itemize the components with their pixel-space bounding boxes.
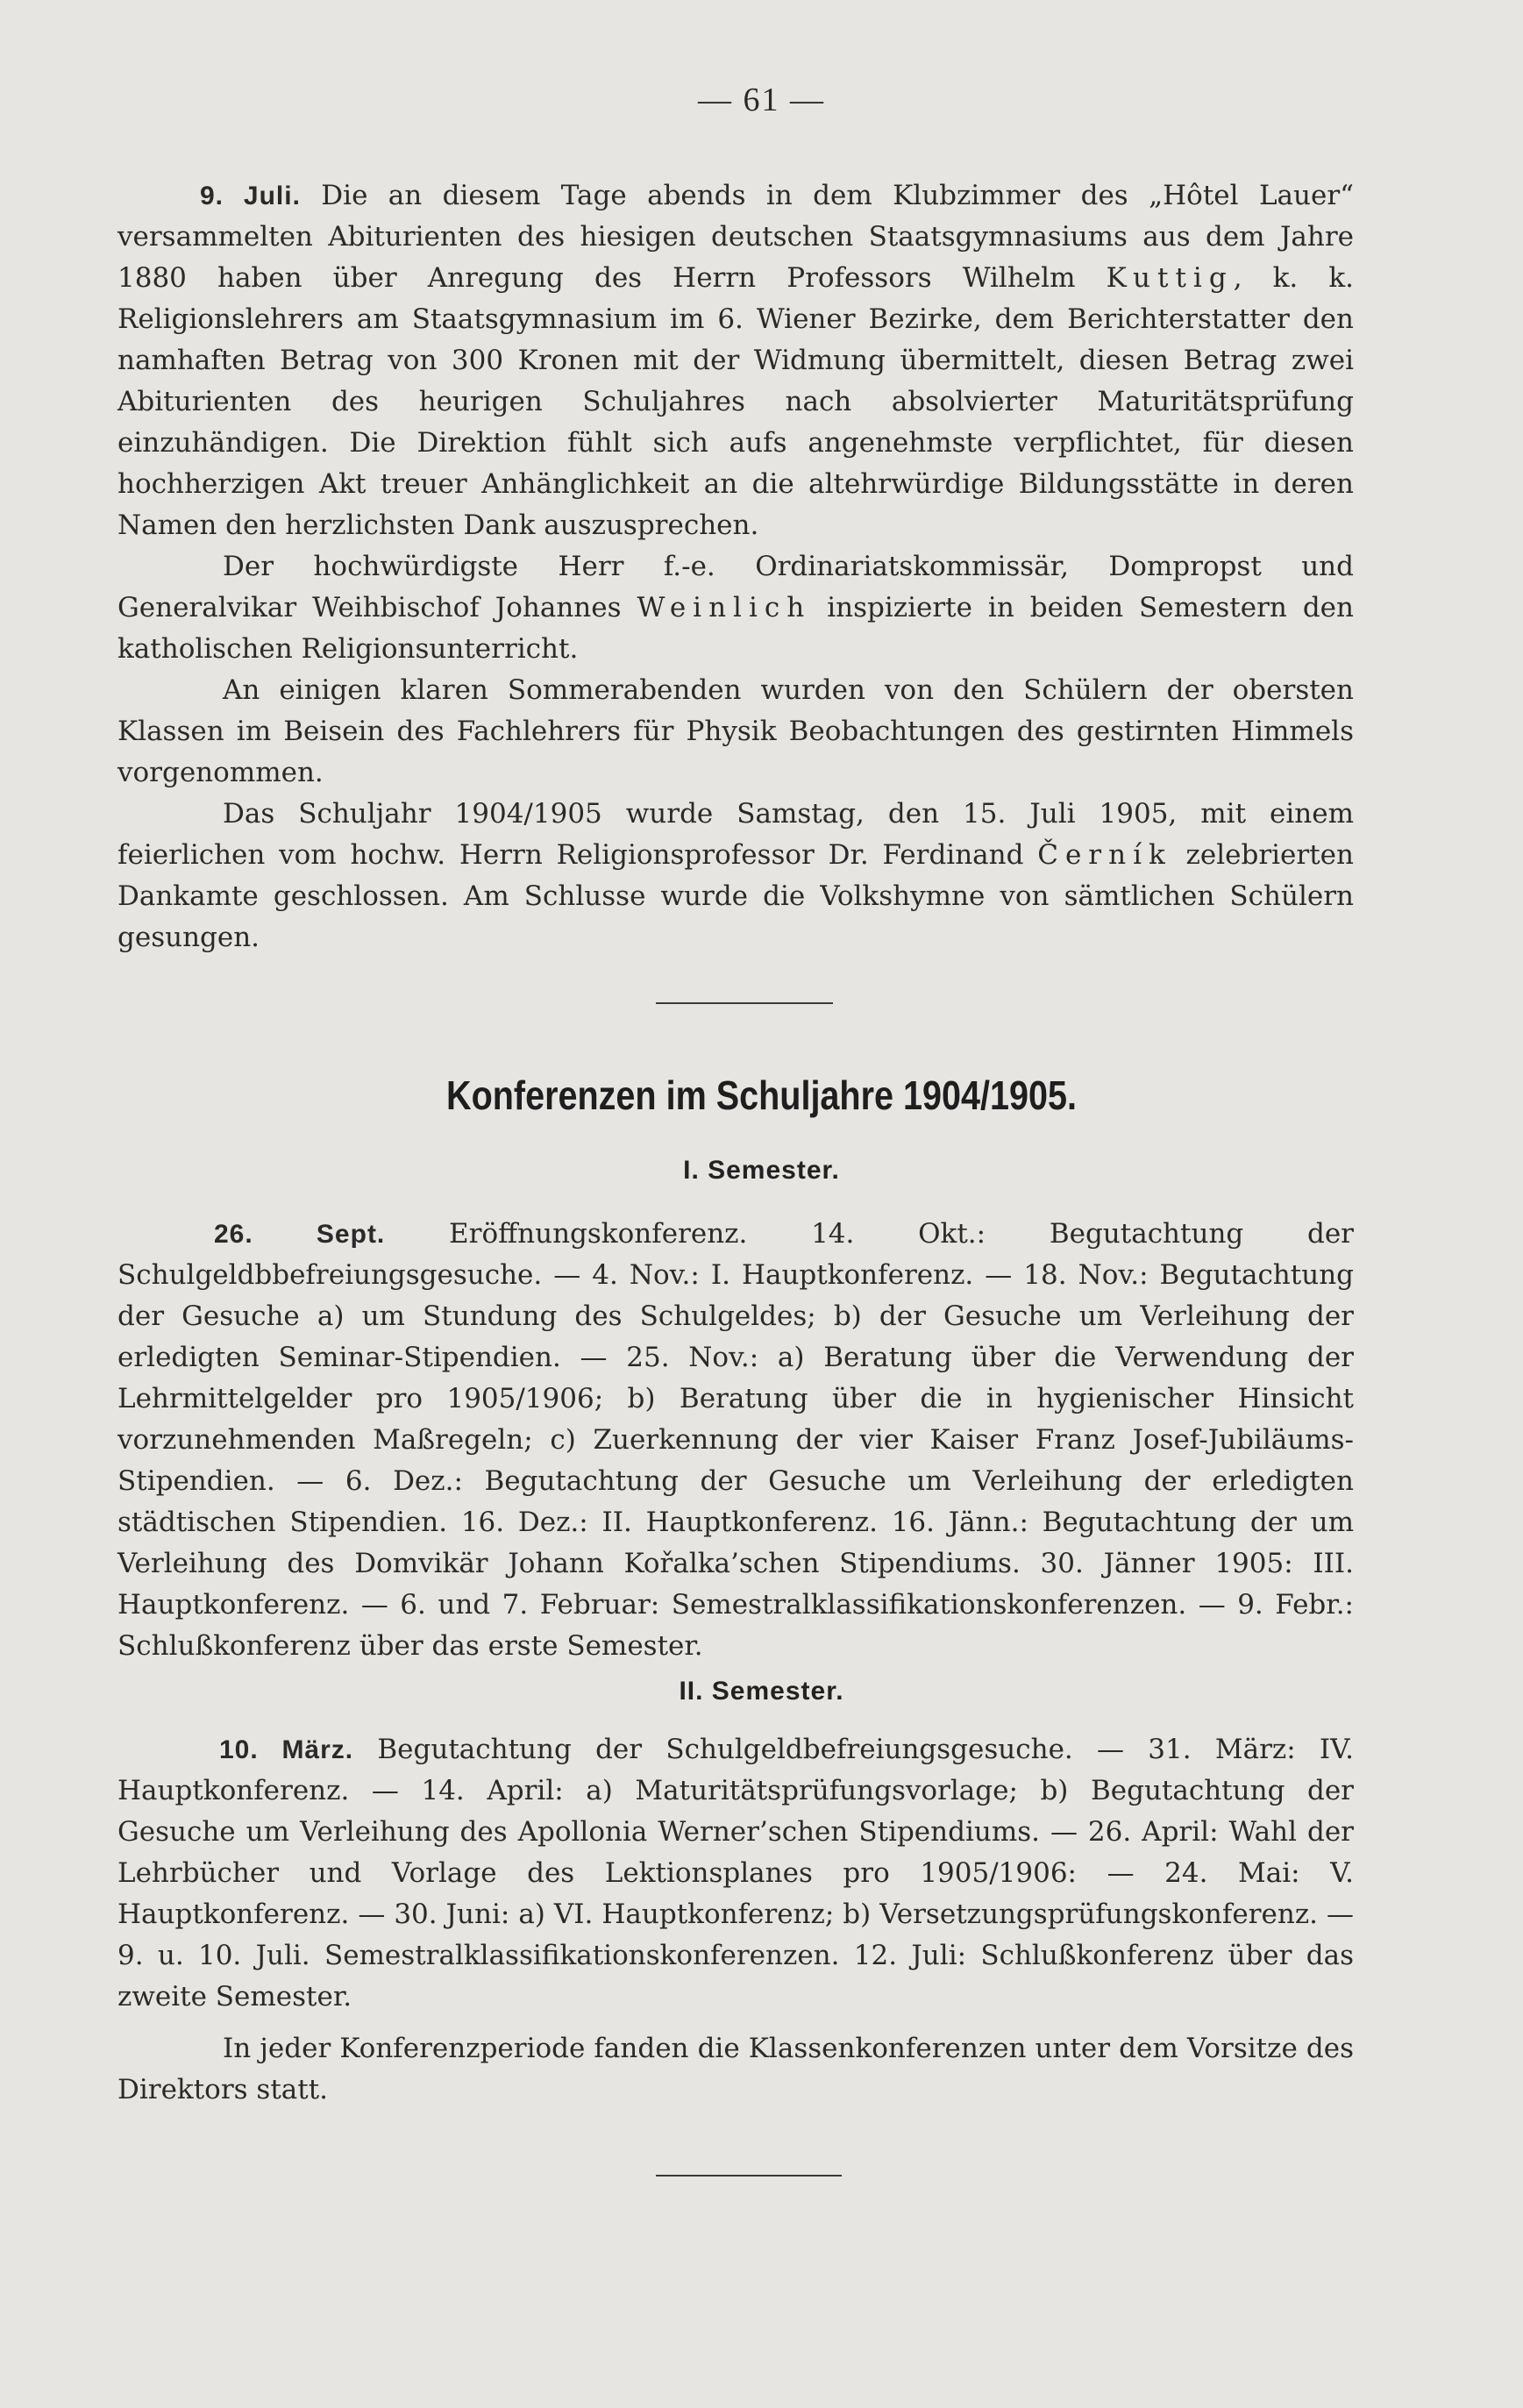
divider-rule-bottom [656, 2175, 842, 2176]
date-heading-maerz: 10. März. [219, 1735, 354, 1764]
paragraph-school-year-end: Das Schuljahr 1904/1905 wurde Samstag, den 15. Juli 1905, mit einem feierlichen vom hochw. Herrn Religionsprofessor Dr. Ferdinand Černík zelebrierten Dankamte geschlossen. Am Schlusse wurde die Volkshymne von sämtlichen Schülern gesungen. [117, 798, 1354, 953]
intro-text-block [117, 175, 1354, 958]
conferences-title: Konferenzen im Schuljahre 1904/1905. [446, 1072, 1077, 1118]
name-cernik: Černík [1037, 839, 1172, 871]
divider-rule [656, 1002, 833, 1004]
paragraph-juli: 9. Juli. Die an diesem Tage abends in dem Klubzimmer des „Hôtel Lauer“ versammelten Abiturienten des hiesigen deutschen Staatsgymnasiums aus dem Jahre 1880 haben über Anregung des Herrn Professors Wilhelm Kuttig, k. k. Religionslehrers am Staatsgymnasium im 6. Wiener Bezirke, dem Berichterstatter den namhaften Betrag von 300 Kronen mit der Widmung übermittelt, diesen Betrag zwei Abiturienten des heurigen Schuljahres nach absolvierter Maturitätsprüfung einzuhändigen. Die Direktion fühlt sich aufs angenehmste verpflichtet, für diesen hochherzigen Akt treuer Anhänglichkeit an die altehrwürdige Bildungsstätte in deren Namen den herzlichsten Dank auszusprechen. [117, 180, 1355, 541]
paragraph-observations: An einigen klaren Sommerabenden wurden von den Schülern der obersten Klassen im Beisein des Fachlehrers für Physik Beobachtungen des gestirnten Himmels vorgenommen. [117, 674, 1354, 788]
semester-2-title: II. Semester. [679, 1677, 844, 1706]
date-heading-juli: 9. Juli. [200, 182, 301, 210]
closing-paragraph: In jeder Konferenzperiode fanden die Klassenkonferenzen unter dem Vorsitze des Direktors statt. [117, 2033, 1354, 2105]
name-weinlich: Weinlich [637, 592, 812, 623]
name-kuttig: Kuttig [1106, 262, 1234, 294]
page-number: — 61 — [698, 82, 825, 118]
semester-1-title: I. Semester. [683, 1156, 840, 1185]
paragraph-inspection: Der hochwürdigste Herr f.-e. Ordinariatskommissär, Dompropst und Generalvikar Weihbischof Johannes Weinlich inspizierte in beiden Semestern den katholischen Religionsunterricht. [117, 551, 1354, 665]
semester-2-block [117, 1729, 1354, 2111]
semester-1-paragraph: 26. Sept. Eröffnungskonferenz. 14. Okt.: Begutachtung der Schulgeldbbefreiungsgesuche. — 4. Nov.: I. Hauptkonferenz. — 18. Nov.: Begutachtung der Gesuche a) um Stundung des Schulgeldes; b) der Gesuche um Verleihung der erledigten Seminar-Stipendien. — 25. Nov.: a) Beratung über die Verwendung der Lehrmittelgelder pro 1905/1906; b) Beratung über die in hygienischer Hinsicht vorzunehmenden Maßregeln; c) Zuerkennung der vier Kaiser Franz Josef-Jubiläums-Stipendien. — 6. Dez.: Begutachtung der Gesuche um Verleihung der erledigten städtischen Stipendien. 16. Dez.: II. Hauptkonferenz. 16. Jänn.: Begutachtung der um Verleihung des Domvikär Johann Kořalka’schen Stipendiums. 30. Jänner 1905: III. Hauptkonferenz. — 6. und 7. Februar: Semestralklassifikationskonferenzen. — 9. Febr.: Schlußkonferenz über das erste Semester. [117, 1218, 1354, 1662]
date-heading-sept: 26. Sept. [214, 1220, 386, 1249]
semester-1-block [117, 1214, 1354, 1667]
semester-2-paragraph: 10. März. Begutachtung der Schulgeldbefreiungsgesuche. — 31. März: IV. Hauptkonferenz. — 14. April: a) Maturitätsprüfungsvorlage; b) Begutachtung der Gesuche um Verleihung des Apollonia Werner’schen Stipendiums. — 26. April: Wahl der Lehrbücher und Vorlage des Lektionsplanes pro 1905/1906: — 24. Mai: V. Hauptkonferenz. — 30. Juni: a) VI. Hauptkonferenz; b) Versetzungsprüfungskonferenz. — 9. u. 10. Juli. Semestralklassifikationskonferenzen. 12. Juli: Schlußkonferenz über das zweite Semester. [117, 1734, 1354, 2013]
